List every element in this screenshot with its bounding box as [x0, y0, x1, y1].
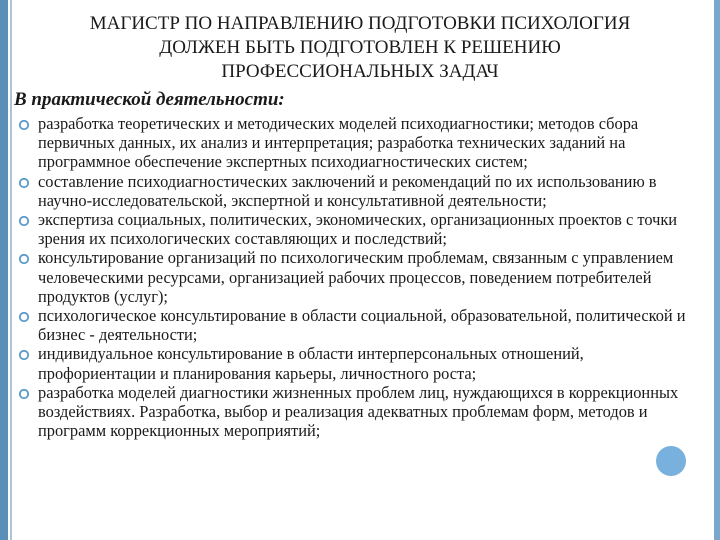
bullet-item: [14, 172, 704, 210]
bullet-item: [14, 114, 704, 172]
title-line: ДОЛЖЕН БЫТЬ ПОДГОТОВЛЕН К РЕШЕНИЮ: [159, 37, 561, 58]
ring-bullet-icon: [18, 215, 30, 227]
bullet-text: разработка моделей диагностики жизненных проблем лиц, нуждающихся в коррекционных воздействиях. Разработка, выбор и реализация адекватных проблемам форм, методов и программ коррекционных мероприятий;: [38, 382, 679, 441]
bullet-item: [14, 210, 704, 248]
bullet-text: экспертиза социальных, политических, экономических, организационных проектов с точки зрения их психологических составляющих и последствий;: [38, 210, 678, 249]
bullet-text: составление психодиагностических заключений и рекомендаций по их использованию в научно-исследовательской, экспертной и консультативной деятельности;: [38, 171, 657, 210]
right-accent-stripe: [714, 0, 720, 540]
bullet-text: разработка теоретических и методических моделей психодиагностики; методов сбора первичных данных, их анализ и интерпретация; разработка технических заданий на программное обеспечение экспертных психодиагностических систем;: [38, 114, 639, 172]
decorative-circle: [656, 446, 686, 476]
title-line: ПРОФЕССИОНАЛЬНЫХ ЗАДАЧ: [221, 61, 499, 82]
ring-bullet-icon: [18, 177, 30, 189]
ring-bullet-icon: [18, 253, 30, 265]
bullet-item: [14, 344, 704, 382]
ring-bullet-icon: [18, 311, 30, 323]
left-accent-thin-stripe: [10, 0, 12, 540]
ring-bullet-icon: [18, 388, 30, 400]
slide-title: [30, 12, 690, 84]
bullet-text: индивидуальное консультирование в области интерперсональных отношений, профориентации и планирования карьеры, личностного роста;: [38, 344, 584, 383]
bullet-list: [14, 114, 704, 440]
bullet-item: [14, 383, 704, 441]
bullet-text: консультирование организаций по психологическим проблемам, связанным с управлением человеческими ресурсами, организацией рабочих процессов, поведением потребителей продуктов (услуг);: [38, 248, 674, 306]
ring-bullet-icon: [18, 119, 30, 131]
bullet-item: [14, 306, 704, 344]
bullet-item: [14, 248, 704, 306]
title-line: МАГИСТР ПО НАПРАВЛЕНИЮ ПОДГОТОВКИ ПСИХОЛОГИЯ: [89, 13, 631, 34]
ring-bullet-icon: [18, 349, 30, 361]
bullet-text: психологическое консультирование в области социальной, образовательной, политической и бизнес - деятельности;: [38, 306, 686, 345]
left-accent-stripe: [0, 0, 8, 540]
section-heading: В практической деятельности:: [14, 89, 285, 110]
